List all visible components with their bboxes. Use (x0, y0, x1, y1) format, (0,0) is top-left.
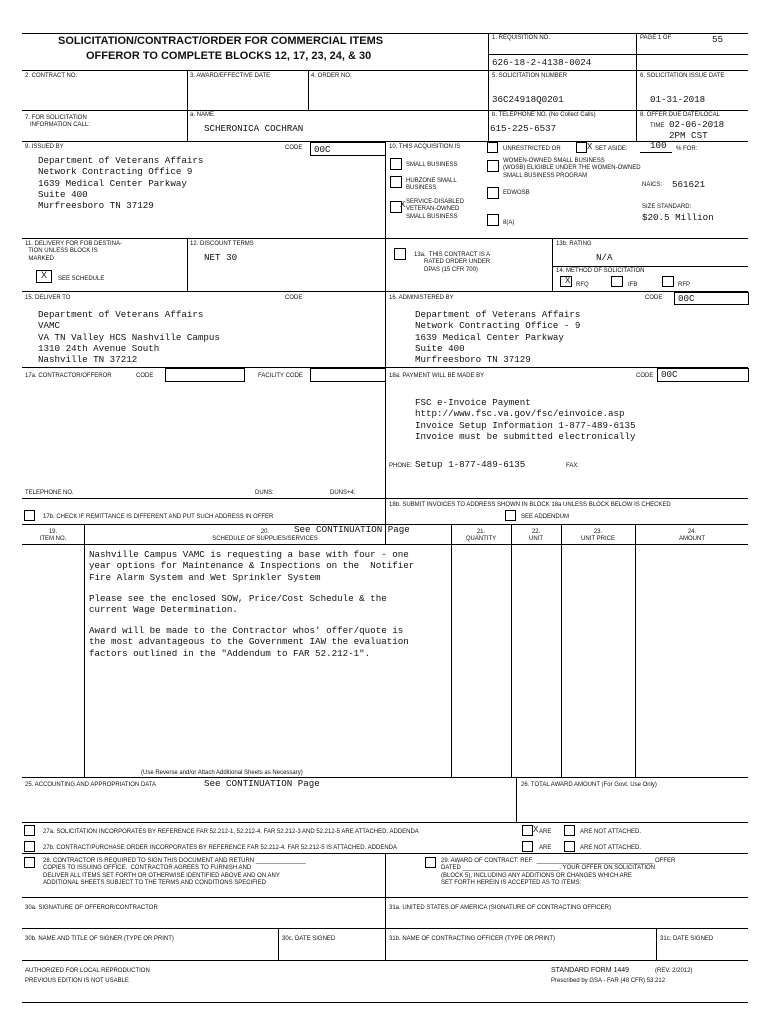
administered-by-code-label: CODE (645, 295, 663, 301)
8a-label: 8(A) (503, 220, 515, 226)
8a-checkbox[interactable] (487, 214, 499, 226)
27a-are-label: ARE (539, 829, 552, 835)
naics-code[interactable]: 561621 (672, 179, 706, 190)
contact-name-label: a. NAME (190, 112, 215, 118)
acquisition-label: 10. THIS ACQUISITION IS (389, 144, 461, 150)
wosb-checkbox[interactable] (487, 160, 499, 172)
award-date-label: 3. AWARD/EFFECTIVE DATE (190, 73, 271, 79)
contact-name[interactable]: SCHERONICA COCHRAN (204, 123, 304, 134)
27a-are-mark: X (533, 825, 539, 834)
29-label: 29. AWARD OF CONTRACT: REF. ___________________________________ OFFER DATED _____________________________. YOUR OFFER ON SOLICITATION (BLOCK 5), INCLUDING ANY ADDITIONS OR CHANGES WHICH ARE SET FORTH HEREIN IS ACCEPTED AS TO ITEMS: (441, 858, 676, 887)
27b-are-not-label: ARE NOT ATTACHED. (580, 845, 642, 851)
27a-are-not-label: ARE NOT ATTACHED. (580, 829, 642, 835)
27a-are-checkbox[interactable] (522, 825, 533, 836)
27b-are-checkbox[interactable] (522, 841, 533, 852)
set-aside-label: SET ASIDE: (595, 146, 628, 152)
sdvosb-mark: X (400, 200, 406, 209)
issued-by-address[interactable]: Department of Veterans Affairs Network Contracting Office 9 1639 Medical Center Parkway Suite 400 Murfreesboro TN 37129 (38, 155, 204, 212)
rfq-mark: X (565, 276, 571, 285)
set-aside-percent-label: % FOR: (676, 146, 698, 152)
solicitation-method-label: 14. METHOD OF SOLICITATION (556, 268, 645, 274)
schedule-paragraph-2: Please see the enclosed SOW, Price/Cost Schedule & the current Wage Determination. (89, 593, 387, 616)
payment-label: 18a. PAYMENT WILL BE MADE BY (389, 373, 485, 379)
footer-previous-edition: PREVIOUS EDITION IS NOT USABLE (25, 978, 129, 984)
wosb-label: WOMEN-OWNED SMALL BUSINESS (WOSB) ELIGIBLE UNDER THE WOMEN-OWNED SMALL BUSINESS PROGRAM (503, 158, 641, 179)
phone-label: PHONE: (389, 463, 413, 469)
29-checkbox[interactable] (425, 857, 436, 868)
offeror-signature-label: 30a. SIGNATURE OF OFFEROR/CONTRACTOR (25, 905, 158, 911)
schedule-paragraph-3: Award will be made to the Contractor whos' offer/quote is the most advantageous to the Government IAW the evaluation factors outlined in the "Addendum to FAR 52.212-1". (89, 625, 409, 659)
offer-due-date[interactable]: 02-06-2018 (669, 119, 725, 130)
duns-label: DUNS: (255, 490, 274, 496)
administered-by-address[interactable]: Department of Veterans Affairs Network Contracting Office - 9 1639 Medical Center Parkway Suite 400 Murfreesboro TN 37129 (415, 309, 581, 366)
administered-by-code-box[interactable] (674, 292, 749, 305)
hubzone-label: HUBZONE SMALL BUSINESS (406, 178, 457, 192)
signer-name-label: 30b. NAME AND TITLE OF SIGNER (TYPE OR PRINT) (25, 936, 174, 942)
issued-by-code: 00C (314, 144, 331, 155)
deliver-to-address[interactable]: Department of Veterans Affairs VAMC VA TN Valley HCS Nashville Campus 1310 24th Avenue South Nashville TN 37212 (38, 309, 220, 366)
schedule-paragraph-1: Nashville Campus VAMC is requesting a base with four - one year options for Maintenance & Inspections on the Notifier Fire Alarm System and Wet Sprinkler System (89, 549, 415, 583)
contractor-code-field[interactable] (165, 368, 245, 382)
telephone-no-label: TELEPHONE NO. (25, 490, 74, 496)
rated-order-checkbox[interactable] (394, 248, 406, 260)
28-checkbox[interactable] (24, 857, 35, 868)
contractor-code-label: CODE (136, 373, 154, 379)
hubzone-checkbox[interactable] (390, 176, 402, 188)
see-addendum-checkbox[interactable] (505, 510, 516, 521)
quantity-header: 21. QUANTITY (465, 529, 497, 543)
amount-header: 24. AMOUNT (679, 529, 705, 543)
signer-date-label: 30c. DATE SIGNED (282, 936, 336, 942)
see-addendum-label: SEE ADDENDUM (521, 514, 570, 520)
accounting-value[interactable]: See CONTINUATION Page (204, 778, 320, 789)
schedule-header: SCHEDULE OF SUPPLIES/SERVICES (212, 536, 318, 542)
facility-code-field[interactable] (310, 368, 386, 382)
schedule-footnote: (Use Reverse and/or Attach Additional Sheets as Necessary) (141, 770, 303, 776)
form-title-line2: OFFEROR TO COMPLETE BLOCKS 12, 17, 23, 24, & 30 (86, 50, 372, 62)
size-standard[interactable]: $20.5 Million (642, 212, 714, 223)
footer-prescribed: Prescribed by GSA - FAR (48 CFR) 53.212 (551, 978, 666, 984)
naics-label: NAICS: (642, 182, 663, 188)
contractor-label: 17a. CONTRACTOR/OFFEROR (25, 373, 112, 379)
schedule-col20-number: 20. (260, 529, 270, 535)
telephone-label: b. TELEPHONE NO. (No Collect Calls) (492, 112, 596, 118)
co-name-label: 31b. NAME OF CONTRACTING OFFICER (TYPE OR PRINT) (389, 936, 556, 942)
solicitation-number-label: 5. SOLICITATION NUMBER (492, 73, 568, 79)
issued-by-label: 9. ISSUED BY (25, 144, 64, 150)
delivery-fob-label: 11. DELIVERY FOR FOB DESTINA- TION UNLESS BLOCK IS MARKED (25, 241, 123, 262)
issue-date[interactable]: 01-31-2018 (650, 94, 706, 105)
unrestricted-label: UNRESTRICTED OR (503, 146, 561, 152)
see-schedule-mark: X (41, 270, 48, 280)
rating-label: 13b. RATING (556, 241, 592, 247)
telephone[interactable]: 615-225-6537 (490, 123, 557, 134)
issued-by-code-box[interactable] (310, 142, 386, 156)
item-no-header: 19. ITEM NO. (39, 529, 67, 543)
solicitation-number[interactable]: 36C24918Q0201 (492, 94, 564, 105)
27a-are-not-checkbox[interactable] (564, 825, 575, 836)
ifb-checkbox[interactable] (611, 276, 623, 287)
total-award-label: 26. TOTAL AWARD AMOUNT (For Govt. Use Only) (521, 782, 657, 788)
set-aside-percent[interactable]: 100 (650, 140, 667, 151)
payment-code-label: CODE (636, 373, 654, 379)
issued-by-code-label: CODE (285, 145, 303, 151)
requisition-number[interactable]: 626-18-2-4138-0024 (492, 57, 592, 68)
set-aside-checkbox[interactable] (576, 142, 587, 153)
small-business-label: SMALL BUSINESS (406, 162, 458, 168)
discount-terms[interactable]: NET 30 (204, 252, 238, 263)
issue-date-label: 6. SOLICITATION ISSUE DATE (640, 73, 725, 79)
deliver-to-code-label: CODE (285, 295, 303, 301)
page-total: 55 (712, 34, 724, 45)
unit-header: 22. UNIT (529, 529, 543, 543)
page-label: PAGE 1 OF (640, 35, 672, 41)
27b-label: 27b. CONTRACT/PURCHASE ORDER INCORPORATES BY REFERENCE FAR 52.212-4. FAR 52.212-5 IS ATTACHED. ADDENDA (43, 845, 397, 851)
accounting-label: 25. ACCOUNTING AND APPROPRIATION DATA (25, 782, 157, 788)
footer-revision: (REV. 2/2012) (655, 968, 693, 974)
requisition-label: 1. REQUISITION NO. (492, 35, 551, 41)
schedule-see-continuation: See CONTINUATION Page (294, 524, 410, 535)
remittance-label: 17b. CHECK IF REMITTANCE IS DIFFERENT AND PUT SUCH ADDRESS IN OFFER (43, 514, 274, 520)
footer-form-name: STANDARD FORM 1449 (551, 967, 630, 974)
27b-are-not-checkbox[interactable] (564, 841, 575, 852)
see-schedule-label: SEE SCHEDULE (58, 276, 105, 282)
offer-due-label: 8. OFFER DUE DATE/LOCAL (640, 112, 720, 118)
edwosb-checkbox[interactable] (487, 187, 499, 199)
payment-address[interactable]: FSC e-Invoice Payment http://www.fsc.va.gov/fsc/einvoice.asp Invoice Setup Information 1-877-489-6135 Invoice must be submitted electronically (415, 397, 636, 442)
deliver-to-label: 15. DELIVER TO (25, 295, 71, 301)
payment-code: 00C (661, 369, 678, 380)
fax-label: FAX: (566, 463, 580, 469)
offer-due-time[interactable]: 2PM CST (669, 130, 708, 141)
submit-invoices-label: 18b. SUBMIT INVOICES TO ADDRESS SHOWN IN BLOCK 18a UNLESS BLOCK BELOW IS CHECKED (389, 502, 671, 508)
solicitation-info-label: 7. FOR SOLICITATION INFORMATION CALL: (25, 115, 90, 129)
remittance-checkbox[interactable] (24, 510, 35, 521)
rating-value[interactable]: N/A (596, 252, 613, 263)
rfp-label: RFP (678, 282, 690, 288)
duns4-label: DUNS+4: (330, 490, 356, 496)
ifb-label: IFB (628, 282, 638, 288)
payment-code-box[interactable] (657, 368, 749, 382)
edwosb-label: EDWOSB (503, 190, 530, 196)
27b-are-label: ARE (539, 845, 552, 851)
order-no-label: 4. ORDER NO. (311, 73, 352, 79)
27a-checkbox[interactable] (24, 825, 35, 836)
facility-code-label: FACILITY CODE (258, 373, 303, 379)
27b-checkbox[interactable] (24, 841, 35, 852)
see-schedule-checkbox[interactable] (36, 270, 52, 283)
payment-phone[interactable]: Setup 1-877-489-6135 (415, 459, 526, 470)
unit-price-header: 23. UNIT PRICE (581, 529, 615, 543)
rated-order-label: 13a. THIS CONTRACT IS A RATED ORDER UNDER DPAS (15 CFR 700) (414, 252, 491, 273)
rfq-label: RFQ (576, 282, 589, 288)
sdvosb-label: SERVICE-DISABLED VETERAN-OWNED SMALL BUSINESS (406, 199, 464, 220)
administered-by-label: 16. ADMINISTERED BY (389, 295, 454, 301)
rfp-checkbox[interactable] (662, 276, 674, 287)
co-signature-label: 31a. UNITED STATES OF AMERICA (SIGNATURE OF CONTRACTING OFFICER) (389, 905, 612, 911)
discount-terms-label: 12. DISCOUNT TERMS (190, 241, 254, 247)
small-business-checkbox[interactable] (390, 158, 402, 170)
co-date-label: 31c. DATE SIGNED (660, 936, 714, 942)
offer-due-time-label: TIME (650, 123, 665, 129)
form-title-line1: SOLICITATION/CONTRACT/ORDER FOR COMMERCIAL ITEMS (58, 35, 384, 47)
28-label: 28. CONTRACTOR IS REQUIRED TO SIGN THIS DOCUMENT AND RETURN _______________ COPIES TO ISSUING OFFICE. CONTRACTOR AGREES TO FURNISH AND DELIVER ALL ITEMS SET FORTH OR OTHERWISE IDENTIFIED ABOVE AND ON ANY ADDITIONAL SHEETS SUBJECT TO THE TERMS AND CONDITIONS SPECIFIED (43, 858, 306, 887)
contract-no-label: 2. CONTRACT NO. (25, 73, 78, 79)
27a-label: 27a. SOLICITATION INCORPORATES BY REFERENCE FAR 52.212-1, 52.212-4. FAR 52.212-3 AND 52.212-5 ARE ATTACHED. ADDENDA (43, 829, 419, 835)
administered-by-code: 00C (678, 293, 695, 304)
size-standard-label: SIZE STANDARD: (642, 204, 692, 210)
set-aside-mark: X (587, 142, 593, 151)
unrestricted-checkbox[interactable] (487, 142, 498, 153)
footer-authorized: AUTHORIZED FOR LOCAL REPRODUCTION (25, 968, 150, 974)
